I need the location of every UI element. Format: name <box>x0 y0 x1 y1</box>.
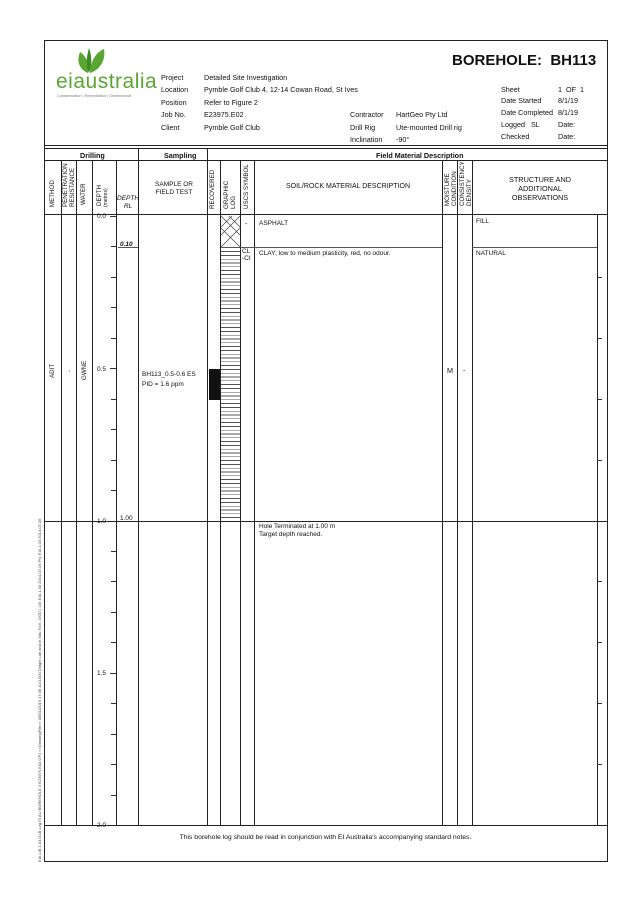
structure-scale-tick <box>597 764 602 765</box>
depth-scale-tick <box>111 277 116 278</box>
col-line-consistency <box>472 160 473 825</box>
obs-fill: FILL <box>476 218 490 225</box>
value-logged-initials: SL <box>531 120 540 129</box>
section-title-line <box>44 160 607 161</box>
recovered-sample-bar <box>209 369 220 400</box>
desc-end-2: Target depth reached. <box>259 531 323 538</box>
label-logged: Logged <box>501 120 525 129</box>
depth-scale-tick <box>111 795 116 796</box>
value-date-started: 8/1/19 <box>558 96 578 105</box>
label-project: Project <box>161 73 184 82</box>
method-value: ADIT <box>49 363 56 378</box>
depth-scale-tick <box>111 429 116 430</box>
section-drilling: Drilling <box>80 151 105 160</box>
depth-scale-tick <box>111 551 116 552</box>
col-header-graphic-log: GRAPHIC LOG <box>223 180 237 209</box>
structure-scale-tick <box>597 460 602 461</box>
layer-line-0-10-log <box>221 247 442 248</box>
label-job-no: Job No. <box>161 110 186 119</box>
depth-scale-tick <box>110 368 116 369</box>
sample-id: BH113_0.5-0.6 ES <box>142 371 196 378</box>
depth-tick-0-5: 0.5 <box>97 366 107 373</box>
footer-note: This borehole log should be read in conjunction with EI Australia's accompanying standard notes. <box>179 834 472 841</box>
value-contractor: HartGeo Pty Ltd <box>396 110 448 119</box>
moisture-value: M <box>447 366 453 375</box>
col-header-depth-rl: DEPTH RL <box>117 195 140 210</box>
section-sampling: Sampling <box>164 151 197 160</box>
label-inclination: Inclination <box>350 135 383 144</box>
col-line-water <box>92 160 93 825</box>
log-bottom-line <box>44 825 607 826</box>
graphic-clay <box>221 247 240 521</box>
col-line-structure <box>597 214 598 825</box>
desc-asphalt: ASPHALT <box>259 220 289 227</box>
page-frame <box>44 40 608 862</box>
uscs-asphalt: - <box>245 219 248 228</box>
asphalt-hatch-icon <box>221 216 240 247</box>
depth-tick-1-5: 1.5 <box>97 670 107 677</box>
value-sheet: 1 OF 1 <box>558 85 584 94</box>
depth-scale-tick <box>111 246 116 247</box>
depth-scale-tick <box>111 490 116 491</box>
company-name: eiaustralia <box>56 70 158 93</box>
label-sheet: Sheet <box>501 85 520 94</box>
obs-natural: NATURAL <box>476 250 506 257</box>
label-logged-date: Date: <box>558 120 576 129</box>
depth-scale-tick <box>110 216 116 217</box>
structure-scale-tick <box>597 642 602 643</box>
col-header-depth-unit: (metres) <box>103 188 109 207</box>
structure-scale-tick <box>597 581 602 582</box>
structure-scale-tick <box>597 703 602 704</box>
label-drill-rig: Drill Rig <box>350 123 376 132</box>
label-location: Location <box>161 85 189 94</box>
layer-depth-1-00: 1.00 <box>120 515 133 522</box>
depth-scale-tick <box>111 307 116 308</box>
depth-scale-tick <box>111 642 116 643</box>
layer-depth-0-10: 0.10 <box>120 241 133 248</box>
margin-text: EIA LIB 1.03.GLB Log IS AU BOREHOLE 3 E23975.E02.GPJ <<DrawingFile>> 09/01/2019 17:38 10.0.000 Datgel Lab and In Situ Tool - DGD | Lib: EIA 1.03 2014-07-05 Prj: EIA 1.03 2014-07-05 <box>37 518 42 862</box>
depth-scale-tick <box>111 460 116 461</box>
col-line-moisture <box>457 160 458 825</box>
depth-scale-tick <box>111 764 116 765</box>
col-line-method <box>61 160 62 825</box>
col-line-rl <box>138 148 139 825</box>
structure-scale-tick <box>597 277 602 278</box>
col-header-moisture: MOISTURE CONDITION <box>444 171 458 206</box>
label-date-completed: Date Completed <box>501 108 553 117</box>
column-header-line <box>44 214 607 215</box>
uscs-clay: CL-CI <box>242 248 251 262</box>
col-header-recovered: RECOVERED <box>209 169 216 209</box>
value-position: Refer to Figure 2 <box>204 98 258 107</box>
value-location: Pymble Golf Club 4, 12-14 Cowan Road, St Ives <box>204 85 358 94</box>
col-header-description: SOIL/ROCK MATERIAL DESCRIPTION <box>285 183 411 190</box>
depth-scale-tick <box>111 703 116 704</box>
col-header-consistency: CONSISTENCY DENSITY <box>459 161 473 206</box>
label-contractor: Contractor <box>350 110 384 119</box>
sample-pid: PID = 1.6 ppm <box>142 381 184 388</box>
depth-scale-tick <box>111 399 116 400</box>
value-date-completed: 8/1/19 <box>558 108 578 117</box>
structure-scale-tick <box>597 338 602 339</box>
col-header-structure: STRUCTURE AND ADDITIONAL OBSERVATIONS <box>508 175 572 202</box>
header-bottom-line-2 <box>44 148 607 149</box>
col-header-method: METHOD <box>49 180 56 207</box>
depth-scale-tick <box>111 338 116 339</box>
termination-line <box>44 521 607 522</box>
col-line-depth <box>116 160 117 825</box>
label-position: Position <box>161 98 187 107</box>
desc-clay: CLAY; low to medium plasticity, red, no odour. <box>259 250 391 257</box>
col-header-uscs: USCS SYMBOL <box>243 164 250 209</box>
structure-scale-tick <box>597 399 602 400</box>
obs-line-fill <box>472 247 597 248</box>
value-project: Detailed Site Investigation <box>204 73 288 82</box>
borehole-title: BOREHOLE: BH113 <box>452 52 597 69</box>
label-date-started: Date Started <box>501 96 542 105</box>
water-value: GWNE <box>81 360 88 380</box>
value-job-no: E23975.E02 <box>204 110 244 119</box>
label-checked-date: Date: <box>558 132 576 141</box>
penetration-value: - <box>66 369 73 372</box>
depth-tick-1-0: 1.0 <box>97 518 107 525</box>
col-line-sample <box>207 148 208 825</box>
desc-end-1: Hole Terminated at 1.00 m <box>259 523 336 530</box>
col-line-graphic <box>240 160 241 825</box>
depth-tick-0-0: 0.0 <box>97 213 107 220</box>
value-inclination: -90° <box>396 135 410 144</box>
col-header-water: WATER <box>80 183 87 205</box>
label-client: Client <box>161 123 180 132</box>
depth-scale-tick <box>111 612 116 613</box>
section-field-material: Field Material Description <box>376 151 464 160</box>
company-tagline: Contamination | Remediation | Geotechnical <box>57 94 132 98</box>
col-line-uscs <box>254 160 255 825</box>
depth-tick-2-0: 2.0 <box>97 822 107 829</box>
depth-scale-tick <box>111 581 116 582</box>
col-header-pen: PENETRATION RESISTANCE <box>62 163 76 207</box>
value-client: Pymble Golf Club <box>204 123 260 132</box>
value-drill-rig: Ute-mounted Drill rig <box>396 123 462 132</box>
header-bottom-line <box>44 145 607 146</box>
layer-line-0-10-rl <box>118 247 138 248</box>
col-header-sample: SAMPLE OR FIELD TEST <box>155 181 193 196</box>
company-logo <box>56 46 158 102</box>
consistency-value: - <box>463 366 466 375</box>
depth-scale-tick <box>111 734 116 735</box>
graphic-asphalt <box>221 216 240 247</box>
label-checked: Checked <box>501 132 530 141</box>
depth-scale-tick <box>110 673 116 674</box>
col-header-depth: DEPTH <box>96 185 103 206</box>
col-line-description <box>442 160 443 825</box>
col-line-pen <box>76 160 77 825</box>
